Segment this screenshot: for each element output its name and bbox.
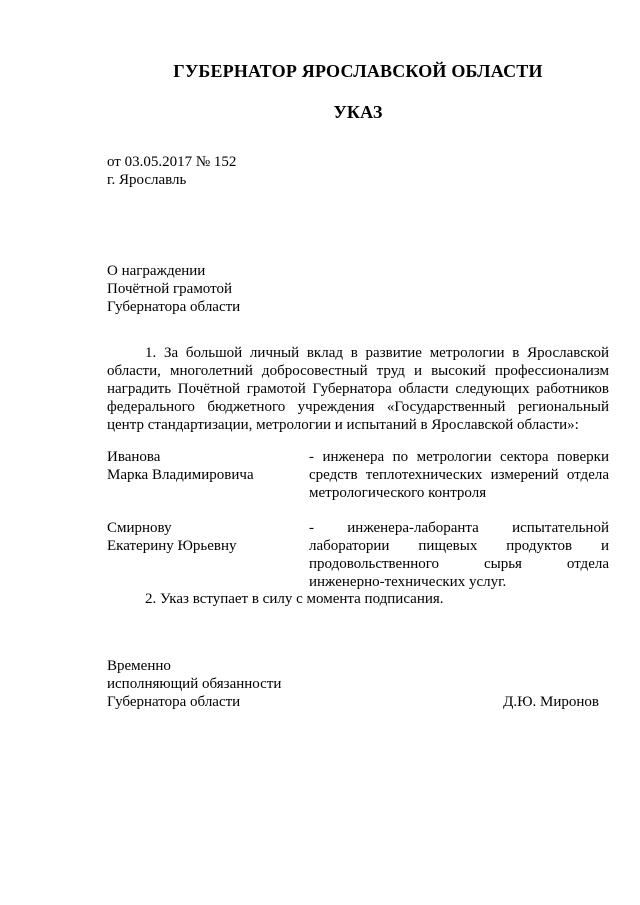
city: г. Ярославль: [107, 172, 187, 188]
awardee-name: [107, 448, 297, 484]
awardee-position: [309, 519, 609, 591]
document-subject: [107, 262, 240, 316]
signer-name: Д.Ю. Миронов: [503, 694, 599, 710]
position-line: - инженера-лаборанта испытательной: [309, 520, 609, 536]
signatory-title-line: Временно: [107, 658, 171, 674]
document-type: УКАЗ: [333, 102, 383, 122]
subject-line: О награждении: [107, 263, 206, 279]
awardee-given-names: Марка Владимировича: [107, 467, 254, 483]
signatory-title-line: исполняющий обязанности: [107, 676, 282, 692]
document-meta: [107, 153, 236, 189]
document-title: ГУБЕРНАТОР ЯРОСЛАВСКОЙ ОБЛАСТИ: [173, 61, 543, 81]
date-number: от 03.05.2017 № 152: [107, 154, 237, 170]
signatory-title-line: Губернатора области: [107, 694, 241, 710]
item-2-paragraph: 2. Указ вступает в силу с момента подписания.: [145, 591, 444, 607]
position-line: средств теплотехнических измерений отдела: [309, 467, 609, 483]
subject-line: Почётной грамотой: [107, 281, 232, 297]
awardee-name: [107, 519, 297, 555]
signature-block: [107, 657, 599, 711]
position-line: - инженера по метрологии сектора поверки: [309, 449, 609, 465]
position-line: продовольственного сырья отдела: [309, 556, 609, 572]
position-line: инженерно-технических услуг.: [309, 574, 507, 590]
awardee-surname: Иванова: [107, 449, 161, 465]
position-line: лаборатории пищевых продуктов и: [309, 538, 609, 554]
position-line: метрологического контроля: [309, 485, 487, 501]
awardee-surname: Смирнову: [107, 520, 172, 536]
item-1-paragraph: 1. За большой личный вклад в развитие метрологии в Ярославской области, многолетний добросовестный труд и высокий профессионализм наградить Почётной грамотой Губернатора области следующих работников федерального бюджетного учреждения «Государственный региональный центр стандартизации, метрологии и испытаний в Ярославской области»:: [107, 345, 609, 433]
awardee-position: [309, 448, 609, 502]
awardee-given-names: Екатерину Юрьевну: [107, 538, 237, 554]
subject-line: Губернатора области: [107, 299, 241, 315]
